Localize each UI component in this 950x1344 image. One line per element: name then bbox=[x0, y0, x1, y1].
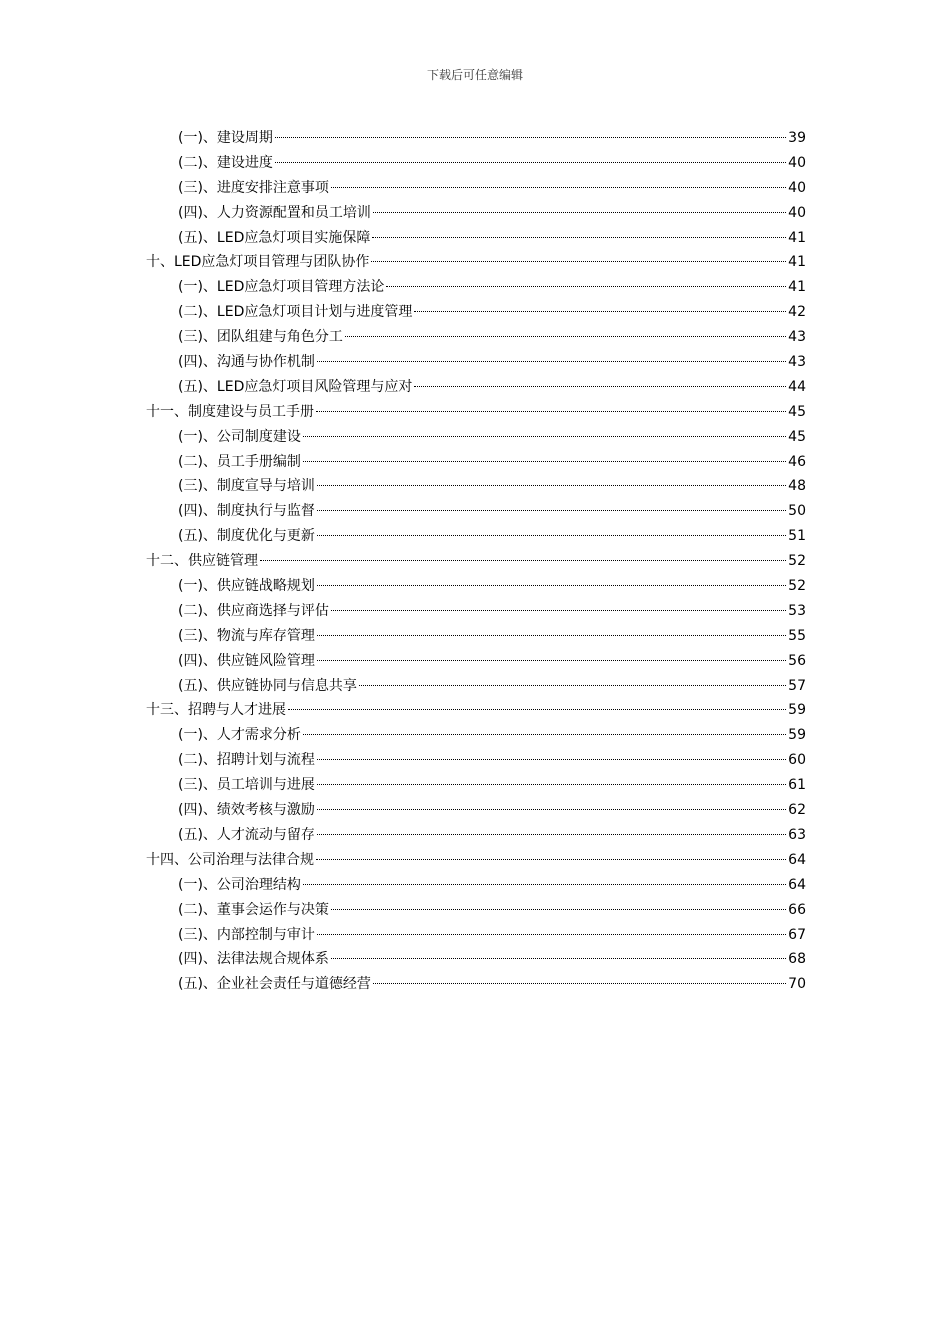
toc-page-number: 68 bbox=[788, 951, 806, 968]
toc-page-number: 63 bbox=[788, 826, 806, 843]
toc-section-entry[interactable] bbox=[146, 524, 806, 549]
toc-section-entry[interactable] bbox=[146, 325, 806, 350]
toc-dot-leader bbox=[317, 510, 786, 511]
toc-section-entry[interactable] bbox=[146, 350, 806, 375]
toc-page-number: 64 bbox=[788, 876, 806, 893]
toc-dot-leader bbox=[331, 958, 786, 959]
toc-dot-leader bbox=[331, 909, 786, 910]
toc-section-entry[interactable] bbox=[146, 773, 806, 798]
toc-entry-label: (二)、董事会运作与决策 bbox=[178, 901, 329, 918]
toc-dot-leader bbox=[303, 734, 786, 735]
toc-dot-leader bbox=[317, 934, 786, 935]
toc-entry-label: (五)、LED应急灯项目风险管理与应对 bbox=[178, 378, 413, 395]
toc-dot-leader bbox=[317, 660, 786, 661]
toc-entry-label: (五)、LED应急灯项目实施保障 bbox=[178, 229, 371, 246]
toc-page-number: 43 bbox=[788, 329, 806, 346]
toc-dot-leader bbox=[303, 461, 786, 462]
toc-section-entry[interactable] bbox=[146, 226, 806, 251]
toc-entry-label: (一)、公司治理结构 bbox=[178, 876, 301, 893]
toc-page-number: 57 bbox=[788, 677, 806, 694]
toc-section-entry[interactable] bbox=[146, 873, 806, 898]
toc-section-entry[interactable] bbox=[146, 499, 806, 524]
toc-dot-leader bbox=[275, 137, 786, 138]
toc-entry-label: (三)、内部控制与审计 bbox=[178, 926, 315, 943]
toc-entry-label: (四)、供应链风险管理 bbox=[178, 652, 315, 669]
toc-page-number: 44 bbox=[788, 378, 806, 395]
toc-entry-label: (一)、人才需求分析 bbox=[178, 727, 301, 744]
toc-dot-leader bbox=[303, 436, 786, 437]
toc-section-entry[interactable] bbox=[146, 649, 806, 674]
toc-entry-label: 十二、供应链管理 bbox=[146, 553, 258, 570]
toc-section-entry[interactable] bbox=[146, 176, 806, 201]
toc-page-number: 39 bbox=[788, 130, 806, 146]
toc-page-number: 41 bbox=[788, 229, 806, 246]
toc-page-number: 50 bbox=[788, 503, 806, 520]
toc-section-entry[interactable] bbox=[146, 674, 806, 699]
toc-chapter-entry[interactable] bbox=[146, 848, 806, 873]
toc-section-entry[interactable] bbox=[146, 474, 806, 499]
toc-page-number: 52 bbox=[788, 578, 806, 595]
toc-entry-label: (五)、企业社会责任与道德经营 bbox=[178, 976, 371, 993]
toc-entry-label: 十一、制度建设与员工手册 bbox=[146, 403, 314, 420]
toc-dot-leader bbox=[303, 884, 786, 885]
toc-entry-label: (一)、供应链战略规划 bbox=[178, 578, 315, 595]
toc-page-number: 46 bbox=[788, 453, 806, 470]
toc-dot-leader bbox=[414, 386, 786, 387]
toc-dot-leader bbox=[317, 809, 786, 810]
toc-section-entry[interactable] bbox=[146, 126, 806, 151]
toc-page-number: 70 bbox=[788, 976, 806, 993]
toc-entry-label: (三)、物流与库存管理 bbox=[178, 627, 315, 644]
toc-section-entry[interactable] bbox=[146, 898, 806, 923]
toc-entry-label: (二)、招聘计划与流程 bbox=[178, 752, 315, 769]
toc-page-number: 56 bbox=[788, 652, 806, 669]
toc-dot-leader bbox=[373, 212, 786, 213]
toc-section-entry[interactable] bbox=[146, 574, 806, 599]
toc-section-entry[interactable] bbox=[146, 450, 806, 475]
toc-dot-leader bbox=[317, 485, 786, 486]
toc-section-entry[interactable] bbox=[146, 624, 806, 649]
toc-entry-label: (四)、人力资源配置和员工培训 bbox=[178, 204, 371, 221]
toc-section-entry[interactable] bbox=[146, 425, 806, 450]
toc-entry-label: (一)、建设周期 bbox=[178, 130, 273, 146]
toc-dot-leader bbox=[317, 535, 786, 536]
toc-entry-label: (一)、LED应急灯项目管理方法论 bbox=[178, 279, 385, 296]
toc-dot-leader bbox=[371, 261, 786, 262]
toc-dot-leader bbox=[372, 237, 786, 238]
toc-dot-leader bbox=[331, 610, 786, 611]
toc-entry-label: (四)、法律法规合规体系 bbox=[178, 951, 329, 968]
toc-entry-label: (五)、人才流动与留存 bbox=[178, 826, 315, 843]
toc-section-entry[interactable] bbox=[146, 798, 806, 823]
table-of-contents bbox=[146, 126, 806, 997]
toc-entry-label: (三)、进度安排注意事项 bbox=[178, 179, 329, 196]
toc-page-number: 45 bbox=[788, 428, 806, 445]
toc-page-number: 40 bbox=[788, 204, 806, 221]
toc-dot-leader bbox=[317, 784, 786, 785]
toc-dot-leader bbox=[345, 336, 786, 337]
toc-page-number: 53 bbox=[788, 602, 806, 619]
toc-section-entry[interactable] bbox=[146, 972, 806, 997]
toc-section-entry[interactable] bbox=[146, 375, 806, 400]
toc-page-number: 45 bbox=[788, 403, 806, 420]
toc-entry-label: (四)、沟通与协作机制 bbox=[178, 354, 315, 371]
toc-page-number: 61 bbox=[788, 777, 806, 794]
toc-section-entry[interactable] bbox=[146, 748, 806, 773]
toc-page-number: 41 bbox=[788, 254, 806, 271]
toc-entry-label: (五)、供应链协同与信息共享 bbox=[178, 677, 357, 694]
toc-dot-leader bbox=[359, 685, 786, 686]
toc-entry-label: 十、LED应急灯项目管理与团队协作 bbox=[146, 254, 370, 271]
toc-dot-leader bbox=[317, 759, 786, 760]
toc-page-number: 59 bbox=[788, 702, 806, 719]
toc-page-number: 59 bbox=[788, 727, 806, 744]
toc-dot-leader bbox=[260, 560, 786, 561]
toc-entry-label: (二)、建设进度 bbox=[178, 154, 273, 171]
page-header: 下载后可任意编辑 bbox=[426, 68, 523, 82]
toc-page-number: 43 bbox=[788, 354, 806, 371]
toc-page-number: 67 bbox=[788, 926, 806, 943]
toc-page-number: 40 bbox=[788, 179, 806, 196]
toc-section-entry[interactable] bbox=[146, 599, 806, 624]
toc-chapter-entry[interactable] bbox=[146, 400, 806, 425]
toc-section-entry[interactable] bbox=[146, 300, 806, 325]
toc-dot-leader bbox=[414, 311, 786, 312]
toc-section-entry[interactable] bbox=[146, 923, 806, 948]
toc-page-number: 55 bbox=[788, 627, 806, 644]
toc-entry-label: (二)、LED应急灯项目计划与进度管理 bbox=[178, 304, 413, 321]
toc-section-entry[interactable] bbox=[146, 275, 806, 300]
toc-page-number: 60 bbox=[788, 752, 806, 769]
toc-dot-leader bbox=[386, 286, 786, 287]
toc-entry-label: (四)、制度执行与监督 bbox=[178, 503, 315, 520]
toc-page-number: 66 bbox=[788, 901, 806, 918]
toc-dot-leader bbox=[317, 834, 786, 835]
toc-entry-label: 十四、公司治理与法律合规 bbox=[146, 851, 314, 868]
toc-entry-label: (一)、公司制度建设 bbox=[178, 428, 301, 445]
toc-page-number: 52 bbox=[788, 553, 806, 570]
toc-dot-leader bbox=[288, 709, 786, 710]
toc-chapter-entry[interactable] bbox=[146, 250, 806, 275]
toc-entry-label: (三)、员工培训与进展 bbox=[178, 777, 315, 794]
toc-dot-leader bbox=[317, 635, 786, 636]
toc-entry-label: (二)、供应商选择与评估 bbox=[178, 602, 329, 619]
toc-chapter-entry[interactable] bbox=[146, 698, 806, 723]
toc-dot-leader bbox=[317, 585, 786, 586]
toc-entry-label: 十三、招聘与人才进展 bbox=[146, 702, 286, 719]
toc-entry-label: (三)、制度宣导与培训 bbox=[178, 478, 315, 495]
toc-page-number: 42 bbox=[788, 304, 806, 321]
toc-page-number: 48 bbox=[788, 478, 806, 495]
toc-dot-leader bbox=[275, 162, 786, 163]
toc-section-entry[interactable] bbox=[146, 201, 806, 226]
toc-entry-label: (二)、员工手册编制 bbox=[178, 453, 301, 470]
toc-page-number: 51 bbox=[788, 528, 806, 545]
toc-page-number: 64 bbox=[788, 851, 806, 868]
toc-dot-leader bbox=[317, 361, 786, 362]
toc-dot-leader bbox=[316, 411, 786, 412]
toc-chapter-entry[interactable] bbox=[146, 549, 806, 574]
toc-section-entry[interactable] bbox=[146, 723, 806, 748]
toc-section-entry[interactable] bbox=[146, 823, 806, 848]
toc-page-number: 40 bbox=[788, 154, 806, 171]
toc-dot-leader bbox=[373, 983, 786, 984]
toc-section-entry[interactable] bbox=[146, 947, 806, 972]
toc-page-number: 41 bbox=[788, 279, 806, 296]
toc-entry-label: (三)、团队组建与角色分工 bbox=[178, 329, 343, 346]
toc-page-number: 62 bbox=[788, 802, 806, 819]
toc-entry-label: (五)、制度优化与更新 bbox=[178, 528, 315, 545]
toc-entry-label: (四)、绩效考核与激励 bbox=[178, 802, 315, 819]
toc-section-entry[interactable] bbox=[146, 151, 806, 176]
toc-dot-leader bbox=[331, 187, 786, 188]
toc-dot-leader bbox=[316, 859, 786, 860]
